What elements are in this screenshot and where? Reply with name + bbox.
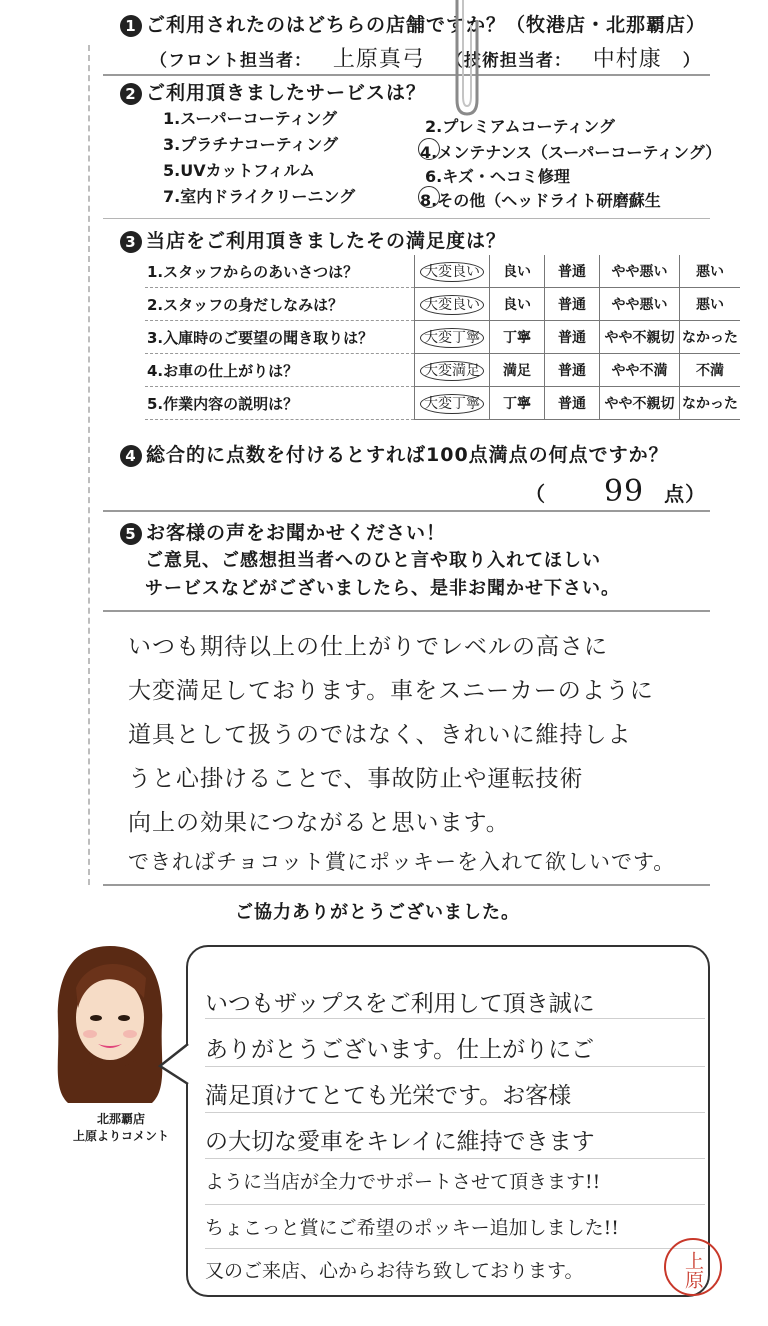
service-4-label: 4.メンテナンス（スーパーコーティング） <box>420 143 722 162</box>
satisfaction-question: 4.お車の仕上がりは？ <box>145 354 415 387</box>
reply-line-5: ように当店が全力でサポートさせて頂きます!! <box>205 1171 601 1193</box>
satisfaction-option <box>680 255 741 288</box>
q5-line1: お客様の声をお聞かせください！ <box>146 522 447 544</box>
q5-number: 5 <box>120 523 142 545</box>
divider <box>103 74 710 76</box>
bubble-ruling <box>205 1112 705 1113</box>
bubble-ruling <box>205 1204 705 1205</box>
satisfaction-option <box>415 321 490 354</box>
satisfaction-option <box>490 354 545 387</box>
reply-line-7: 又のご来店、心からお待ち致しております。 <box>205 1260 584 1282</box>
service-1: 1.スーパーコーティング <box>163 109 338 128</box>
selected-option: 大変丁寧 <box>420 328 484 348</box>
bubble-ruling <box>205 1158 705 1159</box>
front-label: （フロント担当者： <box>150 51 312 71</box>
q4-answer <box>525 474 706 509</box>
bubble-tail <box>158 1040 190 1090</box>
service-3: 3.プラチナコーティング <box>163 135 338 154</box>
option-label: 良い <box>503 264 531 280</box>
q2-question <box>120 78 426 105</box>
voice-line-4: うと心掛けることで、事故防止や運転技術 <box>128 766 584 792</box>
selected-option: 大変満足 <box>420 361 484 381</box>
voice-line-3: 道具として扱うのではなく、きれいに維持しよ <box>128 722 632 748</box>
option-label: やや悪い <box>611 297 668 313</box>
option-label: 悪い <box>696 297 724 313</box>
cut-line <box>88 45 90 885</box>
satisfaction-row <box>145 387 740 420</box>
q2-text: ご利用頂きましたサービスは？ <box>146 82 427 104</box>
option-label: 普通 <box>558 330 586 346</box>
satisfaction-option <box>680 288 741 321</box>
satisfaction-option <box>490 321 545 354</box>
front-staff-name: 上原真弓 <box>332 47 425 72</box>
voice-line-2: 大変満足しております。車をスニーカーのように <box>128 678 654 704</box>
satisfaction-question: 3.入庫時のご要望の聞き取りは？ <box>145 321 415 354</box>
q3-question <box>120 226 506 253</box>
staff-caption <box>66 1110 176 1144</box>
service-8-label: 8.その他（ヘッドライト研磨蘇生 <box>420 191 661 210</box>
option-label: やや不親切 <box>604 396 675 412</box>
satisfaction-option <box>490 255 545 288</box>
service-7: 7.室内ドライクリーニング <box>163 187 356 206</box>
divider <box>103 884 710 886</box>
q2-number: 2 <box>120 83 142 105</box>
option-label: 満足 <box>503 363 531 379</box>
stamp-seal: 上原 <box>664 1238 722 1296</box>
satisfaction-row <box>145 288 740 321</box>
satisfaction-option <box>415 354 490 387</box>
bubble-ruling <box>205 1248 705 1249</box>
score-unit: 点） <box>664 482 707 506</box>
satisfaction-option <box>600 354 680 387</box>
option-label: 丁寧 <box>503 396 531 412</box>
option-label: 普通 <box>558 396 586 412</box>
divider <box>103 510 710 512</box>
satisfaction-option <box>600 321 680 354</box>
satisfaction-option <box>545 354 600 387</box>
option-label: やや不親切 <box>604 330 675 346</box>
bubble-ruling <box>205 1018 705 1019</box>
q1-question <box>120 10 706 37</box>
option-label: 良い <box>503 297 531 313</box>
option-label: やや悪い <box>611 264 668 280</box>
service-8-selected <box>420 188 661 211</box>
q5-line2: ご意見、ご感想担当者へのひと言や取り入れてほしい <box>145 550 601 571</box>
reply-line-4: の大切な愛車をキレイに維持できます <box>205 1129 595 1155</box>
satisfaction-row <box>145 321 740 354</box>
bubble-ruling <box>205 1066 705 1067</box>
q4-text: 総合的に点数を付けるとすれば100点満点の何点ですか？ <box>146 444 669 466</box>
satisfaction-row <box>145 354 740 387</box>
service-5: 5.UVカットフィルム <box>163 161 316 180</box>
q5-line3: サービスなどがございましたら、是非お聞かせ下さい。 <box>145 578 620 599</box>
reply-line-1: いつもザップスをご利用して頂き誠に <box>205 991 595 1017</box>
service-4-selected <box>420 140 721 163</box>
divider <box>103 610 710 612</box>
option-label: 丁寧 <box>503 330 531 346</box>
close-paren: ） <box>682 51 701 71</box>
score-value: 99 <box>603 474 645 509</box>
satisfaction-table <box>145 255 740 420</box>
selected-option: 大変丁寧 <box>420 394 484 414</box>
satisfaction-option <box>415 255 490 288</box>
option-label: 普通 <box>558 264 586 280</box>
service-2: 2.プレミアムコーティング <box>425 117 615 136</box>
satisfaction-option <box>415 288 490 321</box>
paper-clip-icon <box>445 0 485 120</box>
satisfaction-option <box>545 288 600 321</box>
satisfaction-question: 5.作業内容の説明は？ <box>145 387 415 420</box>
voice-line-6: できればチョコット賞にポッキーを入れて欲しいです。 <box>128 850 676 874</box>
reply-line-3: 満足頂けてとても光栄です。お客様 <box>205 1083 572 1109</box>
satisfaction-row <box>145 255 740 288</box>
selection-circle <box>418 186 440 208</box>
selection-circle <box>418 138 440 160</box>
thanks-text: ご協力ありがとうございました。 <box>235 902 520 923</box>
satisfaction-question: 2.スタッフの身だしなみは？ <box>145 288 415 321</box>
reply-line-6: ちょこっと賞にご希望のポッキー追加しました!! <box>205 1217 619 1239</box>
voice-line-1: いつも期待以上の仕上がりでレベルの高さに <box>128 634 608 660</box>
satisfaction-option <box>600 255 680 288</box>
option-label: やや不満 <box>611 363 668 379</box>
reply-line-2: ありがとうございます。仕上がりにご <box>205 1037 595 1063</box>
service-6: 6.キズ・ヘコミ修理 <box>425 167 570 186</box>
option-label: 普通 <box>558 363 586 379</box>
satisfaction-option <box>545 255 600 288</box>
selected-option: 大変良い <box>420 295 484 315</box>
satisfaction-option <box>680 387 741 420</box>
option-label: 不満 <box>696 363 724 379</box>
selected-option: 大変良い <box>420 262 484 282</box>
satisfaction-option <box>415 387 490 420</box>
satisfaction-option <box>545 321 600 354</box>
staff-store: 北那覇店 <box>96 1112 145 1126</box>
staff-avatar <box>48 938 172 1108</box>
option-label: なかった <box>682 330 738 346</box>
option-label: 悪い <box>696 264 724 280</box>
q4-number: 4 <box>120 445 142 467</box>
q5-question <box>120 518 446 545</box>
tech-staff-name: 中村康 <box>592 47 662 72</box>
staff-caption-text: 上原よりコメント <box>72 1129 169 1143</box>
q1-staff-line <box>150 42 701 73</box>
satisfaction-option <box>490 387 545 420</box>
q1-text: ご利用されたのはどちらの店舗ですか？（牧港店・北那覇店） <box>146 14 707 36</box>
option-label: なかった <box>682 396 738 412</box>
open-paren: （ <box>525 482 546 506</box>
q4-question <box>120 440 669 467</box>
satisfaction-option <box>600 387 680 420</box>
satisfaction-option <box>545 387 600 420</box>
tech-label: （技術担当者： <box>445 51 572 71</box>
option-label: 普通 <box>558 297 586 313</box>
satisfaction-option <box>490 288 545 321</box>
voice-line-5: 向上の効果につながると思います。 <box>128 810 510 836</box>
q3-text: 当店をご利用頂きましたその満足度は？ <box>146 230 507 252</box>
satisfaction-option <box>680 321 741 354</box>
satisfaction-question: 1.スタッフからのあいさつは？ <box>145 255 415 288</box>
satisfaction-option <box>600 288 680 321</box>
satisfaction-option <box>680 354 741 387</box>
q3-number: 3 <box>120 231 142 253</box>
divider <box>103 218 710 219</box>
q1-number: 1 <box>120 15 142 37</box>
